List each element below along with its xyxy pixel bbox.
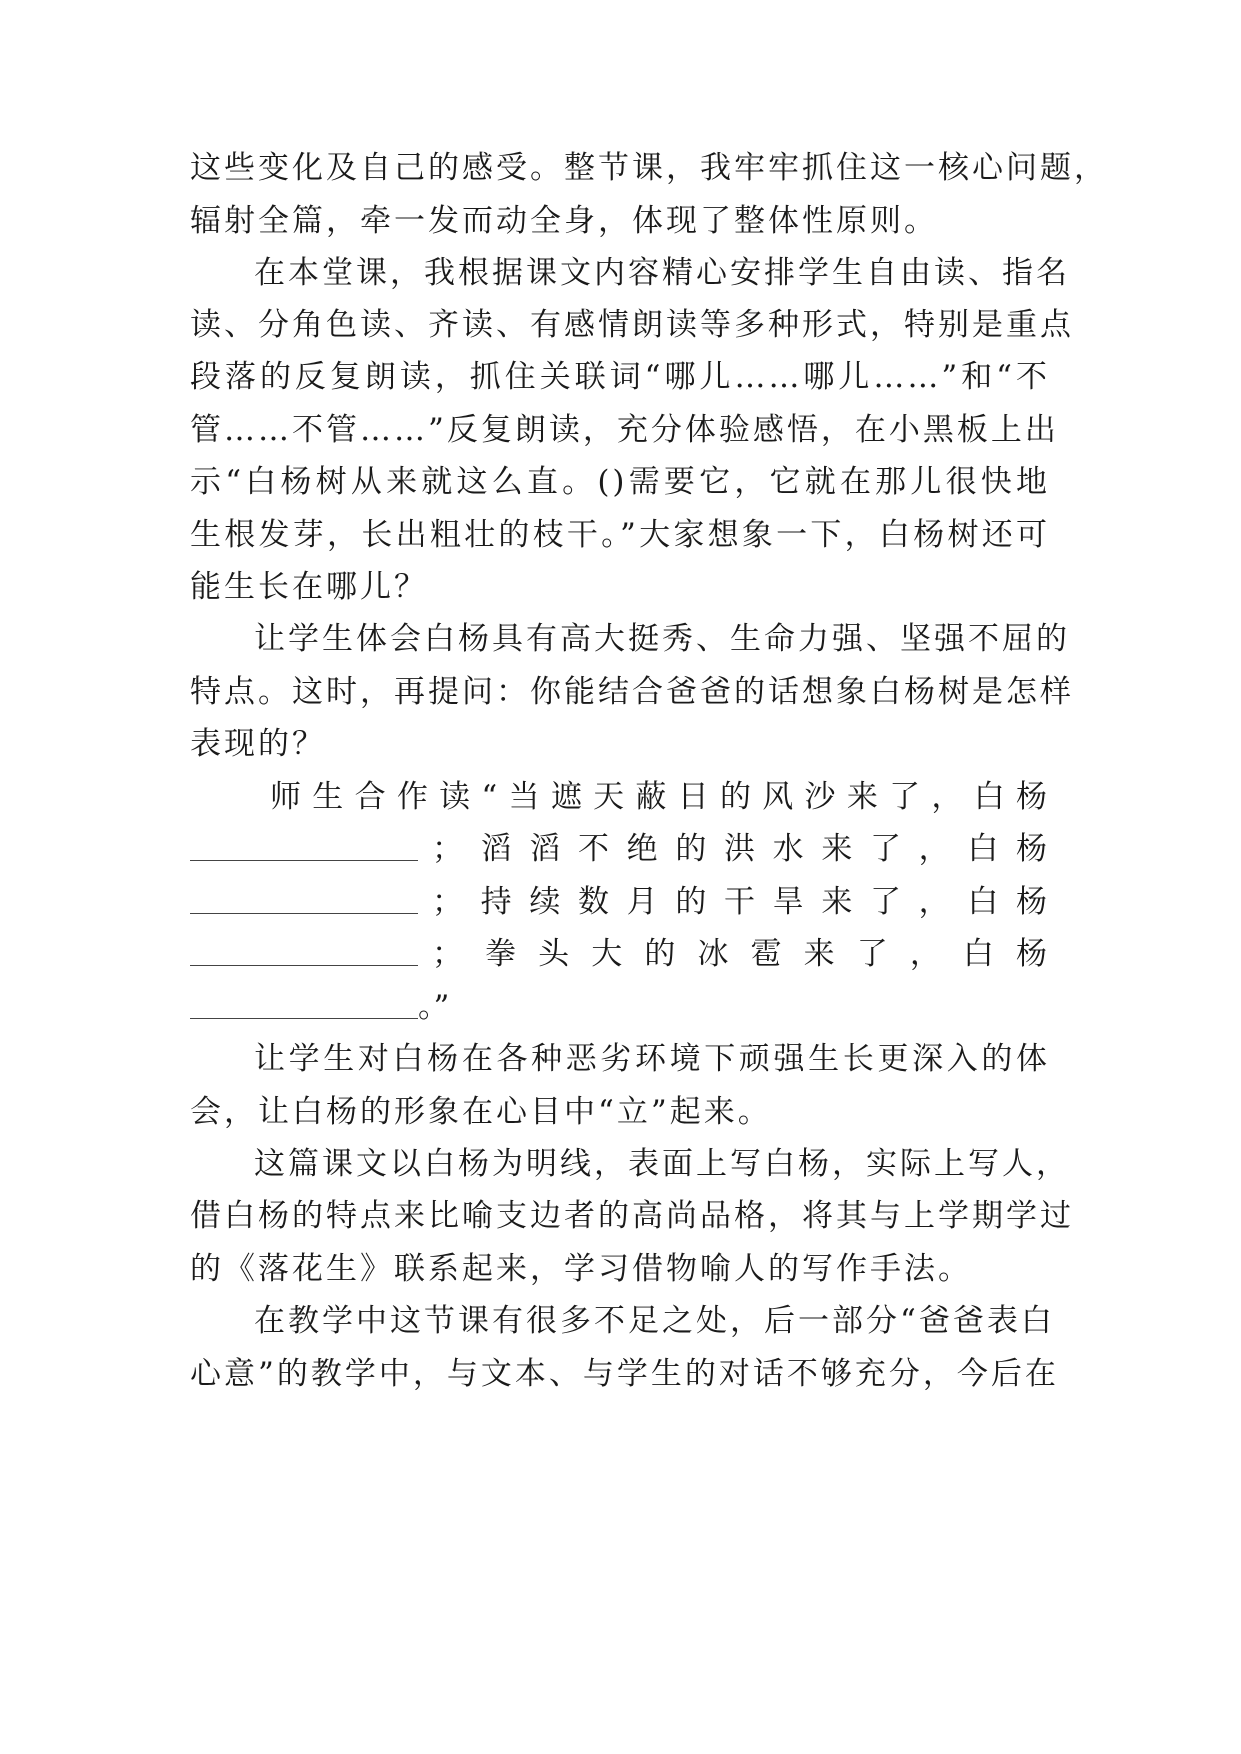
fill-in-row (190, 987, 1050, 1027)
text-line: 管……不管……”反复朗读，充分体验感悟，在小黑板上出 (190, 412, 1059, 448)
text-line: 让学生对白杨在各种恶劣环境下顽强生长更深入的体 (254, 1041, 1050, 1077)
text-line: 。” (418, 989, 450, 1025)
text-line: 表现的？ (190, 726, 326, 762)
text-line: ；持续数月的干旱来了，白杨 (432, 884, 1050, 920)
fill-in-row (190, 882, 1050, 922)
text-line: 段落的反复朗读，抓住关联词“哪儿……哪儿……”和“不 (190, 359, 1050, 395)
text-line: 辐射全篇，牵一发而动全身，体现了整体性原则。 (190, 203, 938, 239)
text-line: 在本堂课，我根据课文内容精心安排学生自由读、指名 (254, 255, 1070, 291)
text-line: 能生长在哪儿？ (190, 569, 428, 605)
text-line: 这篇课文以白杨为明线，表面上写白杨，实际上写人， (254, 1146, 1070, 1182)
text-line: 示“白杨树从来就这么直。()需要它，它就在那儿很快地 (190, 464, 1050, 500)
text-line: 这些变化及自己的感受。整节课，我牢牢抓住这一核心问题， (190, 150, 1108, 186)
fill-blank (190, 996, 418, 1019)
fill-blank (190, 943, 418, 966)
text-line: ；拳头大的冰雹来了，白杨 (432, 936, 1050, 972)
text-line: 心意”的教学中，与文本、与学生的对话不够充分，今后在 (190, 1356, 1059, 1392)
text-line: 借白杨的特点来比喻支边者的高尚品格，将其与上学期学过 (190, 1198, 1074, 1234)
text-line: 的《落花生》联系起来，学习借物喻人的写作手法。 (190, 1251, 972, 1287)
text-line: 让学生体会白杨具有高大挺秀、生命力强、坚强不屈的 (254, 621, 1070, 657)
text-line: 读、分角色读、齐读、有感情朗读等多种形式，特别是重点 (190, 307, 1074, 343)
text-line: 师生合作读“当遮天蔽日的风沙来了，白杨 (270, 779, 1050, 815)
text-line: 会，让白杨的形象在心目中“立”起来。 (190, 1094, 772, 1130)
text-line: ；滔滔不绝的洪水来了，白杨 (432, 831, 1050, 867)
fill-in-row (190, 934, 1050, 974)
text-line: 特点。这时，再提问：你能结合爸爸的话想象白杨树是怎样 (190, 674, 1074, 710)
text-line: 生根发芽，长出粗壮的枝干。”大家想象一下，白杨树还可 (190, 517, 1050, 553)
fill-in-row (190, 829, 1050, 869)
fill-blank (190, 838, 418, 861)
fill-blank (190, 891, 418, 914)
text-line: 在教学中这节课有很多不足之处，后一部分“爸爸表白 (254, 1303, 1055, 1339)
